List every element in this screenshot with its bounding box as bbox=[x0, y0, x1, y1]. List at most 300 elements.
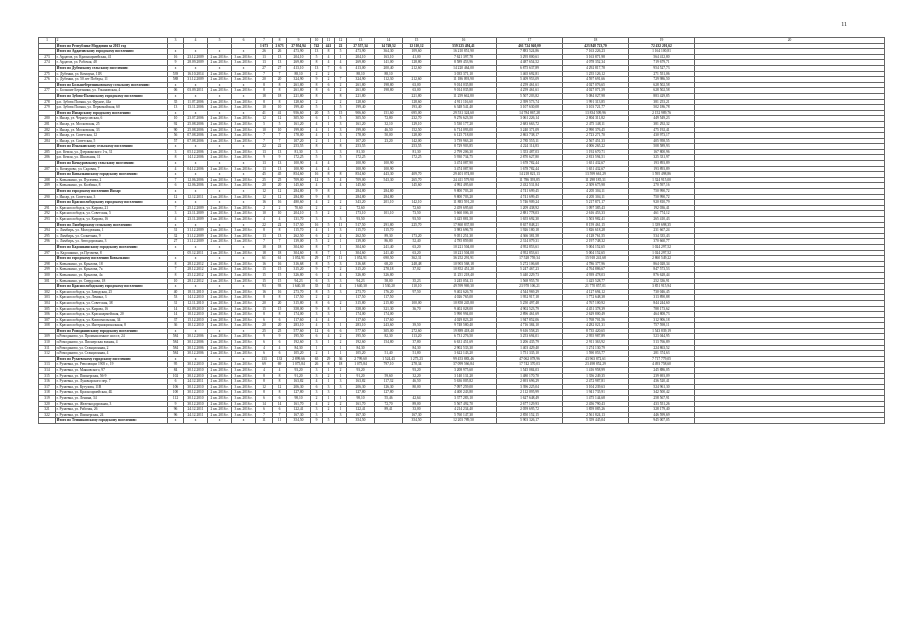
table-cell: 68,20 bbox=[375, 261, 403, 267]
table-cell: 2 902 533,30 bbox=[431, 345, 497, 351]
table-cell: 2 bbox=[273, 205, 287, 211]
table-cell: 6 125 718,00 bbox=[431, 133, 497, 139]
table-cell: 261,80 bbox=[287, 82, 311, 88]
table-cell: 8 bbox=[256, 228, 273, 234]
table-cell: 26 bbox=[311, 362, 323, 368]
table-cell: 20 bbox=[256, 300, 273, 306]
table-cell: 3 кв. 2016 г. bbox=[232, 362, 256, 368]
table-cell: 5 272 106,68 bbox=[497, 261, 563, 267]
table-cell: 5 660 006,10 bbox=[431, 211, 497, 217]
table-cell: 5 bbox=[311, 54, 323, 60]
table-cell: 11 251 218,40 bbox=[431, 272, 497, 278]
table-cell: 1 640,30 bbox=[347, 284, 375, 290]
table-cell: 3 bbox=[335, 217, 347, 223]
table-cell: 2 кв. 2016 г. bbox=[208, 233, 232, 239]
table-cell: 172,25 bbox=[287, 155, 311, 161]
table-cell: 316,68 bbox=[347, 261, 375, 267]
subtotal-row bbox=[39, 418, 885, 424]
table-cell: 4 902 523,79 bbox=[497, 306, 563, 312]
table-cell: 275 bbox=[39, 71, 56, 77]
table-cell: 117,32 bbox=[375, 379, 403, 385]
table-cell: 269,80 bbox=[347, 60, 375, 66]
table-cell: 81,30 bbox=[347, 149, 375, 155]
table-cell: 6 bbox=[311, 116, 323, 122]
table-cell: 93 bbox=[273, 284, 287, 290]
table-cell: 1 651 432,67 bbox=[563, 161, 629, 167]
table-cell: 4 bbox=[256, 368, 273, 374]
table-cell: 3 bbox=[311, 407, 323, 413]
table-cell: п.Ромоданово, ул. Станционная, 2 bbox=[56, 345, 168, 351]
table-cell: 1 bbox=[335, 407, 347, 413]
table-cell: x bbox=[184, 93, 208, 99]
table-cell: 86,80 bbox=[375, 239, 403, 245]
table-cell: x bbox=[232, 200, 256, 206]
table-cell: 12 203 789,50 bbox=[431, 418, 497, 424]
table-cell: г. Рузаевка, ул. Кутузова, 11В bbox=[56, 384, 168, 390]
table-cell: 15 bbox=[273, 306, 287, 312]
table-cell: 2 кв. 2016 г. bbox=[208, 289, 232, 295]
table-cell: 18 bbox=[256, 244, 273, 250]
table-cell: 100,90 bbox=[375, 166, 403, 172]
table-cell: 10 903 568,18 bbox=[431, 261, 497, 267]
table-cell: 36 bbox=[168, 323, 184, 329]
table-cell: 2 896 461,69 bbox=[497, 312, 563, 318]
table-cell: Итого по Кочкуровскому сельскому поселению: bbox=[56, 161, 168, 167]
table-cell: 1 bbox=[323, 133, 335, 139]
table-cell: 27 557,34 bbox=[347, 43, 375, 49]
table-cell: 15 bbox=[335, 110, 347, 116]
table-cell: 221,80 bbox=[403, 93, 431, 99]
table-cell: 127,80 bbox=[375, 390, 403, 396]
table-cell: Итого по городскому поселению Инсар: bbox=[56, 189, 168, 195]
table-cell: 1 772 648,38 bbox=[563, 295, 629, 301]
table-cell: 4 493 758,60 bbox=[629, 362, 695, 368]
table-cell: 265 410,43 bbox=[629, 217, 695, 223]
table-cell: 258 567,91 bbox=[629, 396, 695, 402]
table-cell: 8 bbox=[273, 228, 287, 234]
table-cell: 172,25 bbox=[347, 155, 375, 161]
table-cell: 15 bbox=[273, 272, 287, 278]
table-cell: 2 bbox=[256, 205, 273, 211]
table-cell: 72,60 bbox=[347, 205, 375, 211]
table-cell: 243,60 bbox=[375, 323, 403, 329]
table-cell: 325 331,97 bbox=[629, 155, 695, 161]
table-cell: 534 335,43 bbox=[629, 233, 695, 239]
table-cell: 2 693 696,29 bbox=[497, 379, 563, 385]
table-cell: 32,10 bbox=[375, 121, 403, 127]
table-cell: 449 549,23 bbox=[629, 116, 695, 122]
table-cell: 16 bbox=[431, 38, 497, 44]
table-cell: 4 400 243,80 bbox=[431, 390, 497, 396]
table-cell: 41 bbox=[256, 110, 273, 116]
table-cell: 31.12.2009 bbox=[184, 228, 208, 234]
table-cell: 200,40 bbox=[375, 65, 403, 71]
table-cell: 195,50 bbox=[347, 334, 375, 340]
table-cell: г. Рузаевка, ул. Маяковского, 97 bbox=[56, 368, 168, 374]
table-cell: 12 bbox=[311, 328, 323, 334]
table-cell: 10 221 504,00 bbox=[431, 244, 497, 250]
table-cell: 12 bbox=[335, 38, 347, 44]
table-cell: 524 961,30 bbox=[629, 384, 695, 390]
table-cell: 1 192 670,71 bbox=[563, 149, 629, 155]
table-cell: 127,80 bbox=[347, 390, 375, 396]
table-cell: 3 кв. 2016 г. bbox=[232, 211, 256, 217]
table-cell: 80,00 bbox=[403, 384, 431, 390]
table-cell: 53 bbox=[168, 295, 184, 301]
table-cell: 2 кв. 2016 г. bbox=[208, 351, 232, 357]
table-cell: г. Рузаевка, ул. Красноармейская, 4Б bbox=[56, 390, 168, 396]
table-cell: 145,60 bbox=[403, 183, 431, 189]
table-cell: 559 225 494,41 bbox=[431, 43, 497, 49]
table-cell: 63,00 bbox=[403, 88, 431, 94]
table-cell: 9 bbox=[311, 189, 323, 195]
table-cell: 17 bbox=[497, 38, 563, 44]
table-cell: 26 bbox=[273, 49, 287, 55]
table-cell: x bbox=[184, 200, 208, 206]
table-cell: 2 881 778,03 bbox=[497, 211, 563, 217]
table-cell: 107,20 bbox=[347, 138, 375, 144]
table-cell: 172,25 bbox=[403, 155, 431, 161]
table-cell: 316,68 bbox=[287, 261, 311, 267]
table-cell: 1 751 335,10 bbox=[497, 351, 563, 357]
table-cell: г. Краснослободск, ул. Кирова, 21 bbox=[56, 205, 168, 211]
table-cell: 47 062 078,96 bbox=[497, 356, 563, 362]
table-cell: 89,00 bbox=[403, 401, 431, 407]
table-cell: 4 bbox=[311, 133, 323, 139]
table-cell: 305,50 bbox=[347, 116, 375, 122]
table-cell: 2 785 555,11 bbox=[497, 138, 563, 144]
table-cell: 280 bbox=[39, 116, 56, 122]
table-cell: x bbox=[208, 200, 232, 206]
table-cell: 475 192,41 bbox=[629, 127, 695, 133]
table-cell: 5 250 497,48 bbox=[497, 300, 563, 306]
table-cell: 16 bbox=[273, 200, 287, 206]
table-cell: 8 bbox=[335, 93, 347, 99]
table-cell: 84,30 bbox=[403, 345, 431, 351]
table-cell: 5 903 326,17 bbox=[497, 418, 563, 424]
table-cell: 12 bbox=[168, 194, 184, 200]
table-cell: 3 bbox=[335, 261, 347, 267]
table-cell: 113,20 bbox=[403, 334, 431, 340]
table-cell: 4 bbox=[311, 161, 323, 167]
table-cell: 3 396 225,04 bbox=[497, 384, 563, 390]
table-cell: 261,80 bbox=[347, 82, 375, 88]
table-cell: 3 кв. 2016 г. bbox=[232, 183, 256, 189]
table-cell: 324,90 bbox=[287, 77, 311, 83]
table-cell: 358,00 bbox=[287, 306, 311, 312]
table-cell: 204,10 bbox=[287, 54, 311, 60]
table-cell: 4 078 352,34 bbox=[563, 60, 629, 66]
table-cell: 273,70 bbox=[347, 289, 375, 295]
table-cell: x bbox=[168, 144, 184, 150]
table-cell: 1 bbox=[311, 345, 323, 351]
table-cell: 364,30 bbox=[375, 49, 403, 55]
table-cell: с. Дубенки, ул. 50 лет Победы, 11 bbox=[56, 77, 168, 83]
table-cell: 41 bbox=[273, 110, 287, 116]
table-cell: 22 bbox=[335, 43, 347, 49]
table-cell: 278,18 bbox=[375, 267, 403, 273]
table-cell: 3 245 054,13 bbox=[431, 278, 497, 284]
table-cell: 3 кв. 2016 г. bbox=[232, 194, 256, 200]
table-cell: 433 551,26 bbox=[629, 401, 695, 407]
table-cell: x bbox=[168, 256, 184, 262]
table-cell: 9 bbox=[256, 334, 273, 340]
table-cell: 7 bbox=[273, 138, 287, 144]
table-cell: 4 282 021,31 bbox=[563, 323, 629, 329]
table-cell: 30.12.2010 bbox=[184, 390, 208, 396]
table-cell: г. Ковылкино, ул. Крылова, 4а bbox=[56, 272, 168, 278]
table-cell: 3 кв. 2016 г. bbox=[232, 340, 256, 346]
table-cell: Итого по Рузаевскому городскому поселению: bbox=[56, 356, 168, 362]
table-cell: 304,60 bbox=[347, 244, 375, 250]
table-cell: 2 кв. 2016 г. bbox=[208, 116, 232, 122]
table-cell: 301 bbox=[39, 278, 56, 284]
table-cell: 14.12.2006 bbox=[184, 155, 208, 161]
table-cell: 6 bbox=[323, 82, 335, 88]
table-cell: x bbox=[232, 328, 256, 334]
table-cell: 6 348 541,40 bbox=[431, 105, 497, 111]
table-cell: 1 859 085,26 bbox=[563, 407, 629, 413]
table-cell: 12 bbox=[256, 116, 273, 122]
table-cell: 12 110,12 bbox=[403, 43, 431, 49]
table-cell: 11.07.2006 bbox=[184, 99, 208, 105]
table-cell: 128,60 bbox=[347, 99, 375, 105]
table-cell: с. Лямбирь, ул. Молодежная, 1 bbox=[56, 228, 168, 234]
table-cell: 7 bbox=[273, 239, 287, 245]
table-cell: Итого по Лямбирскому сельскому поселению: bbox=[56, 222, 168, 228]
table-cell: 2 кв. 2016 г. bbox=[208, 317, 232, 323]
table-cell: 25.08.2006 bbox=[184, 127, 208, 133]
table-cell: 11 bbox=[273, 418, 287, 424]
table-cell: 22 bbox=[256, 222, 273, 228]
table-cell: 9 bbox=[168, 60, 184, 66]
table-cell: 2 804 311,82 bbox=[563, 116, 629, 122]
table-cell: 151,60 bbox=[375, 110, 403, 116]
table-cell: 12 bbox=[256, 194, 273, 200]
table-cell: 446 599,69 bbox=[629, 412, 695, 418]
table-cell: 3 140 131,20 bbox=[431, 373, 497, 379]
table-cell: 30.12.2006 bbox=[184, 345, 208, 351]
table-cell: 409,70 bbox=[403, 172, 431, 178]
table-cell: 8 bbox=[311, 93, 323, 99]
table-cell: 8 bbox=[323, 172, 335, 178]
table-cell: 15 bbox=[273, 267, 287, 273]
table-cell: 18 bbox=[273, 244, 287, 250]
table-cell: 93,50 bbox=[403, 217, 431, 223]
table-cell: 3 bbox=[335, 133, 347, 139]
table-cell: 93,20 bbox=[347, 368, 375, 374]
table-cell: 2 кв. 2016 г. bbox=[208, 368, 232, 374]
table-cell: 308 bbox=[39, 323, 56, 329]
table-cell: 3 кв. 2016 г. bbox=[232, 99, 256, 105]
table-cell: 906,60 bbox=[347, 110, 375, 116]
table-cell: 9 bbox=[168, 401, 184, 407]
table-cell: 8 bbox=[323, 194, 335, 200]
table-cell: 358,00 bbox=[347, 306, 375, 312]
table-cell: 93,50 bbox=[347, 217, 375, 223]
table-cell: 3 кв. 2016 г. bbox=[232, 407, 256, 413]
table-cell: 199,00 bbox=[347, 127, 375, 133]
table-cell: 6 bbox=[256, 340, 273, 346]
table-cell: 296 bbox=[39, 239, 56, 245]
table-cell: 03.09.2011 bbox=[184, 88, 208, 94]
table-cell: 31.12.2009 bbox=[184, 233, 208, 239]
table-cell: 17 528 759,34 bbox=[497, 256, 563, 262]
table-cell: 61 bbox=[273, 256, 287, 262]
table-cell: 3 bbox=[335, 228, 347, 234]
table-cell: 72,60 bbox=[403, 205, 431, 211]
table-cell: 43 963 872,61 bbox=[563, 356, 629, 362]
table-cell: 11 786 393,85 bbox=[497, 177, 563, 183]
table-cell: 2 813 594,51 bbox=[563, 155, 629, 161]
table-cell: 13 bbox=[273, 233, 287, 239]
table-cell: 5 bbox=[323, 418, 335, 424]
table-cell: 4 911 116,60 bbox=[431, 99, 497, 105]
table-cell: 199,40 bbox=[347, 105, 375, 111]
table-cell: 16 bbox=[256, 261, 273, 267]
table-cell: 58,00 bbox=[375, 278, 403, 284]
table-cell: 100,00 bbox=[403, 300, 431, 306]
table-cell: 28.12.2012 bbox=[184, 261, 208, 267]
table-cell: 3 035 371,10 bbox=[431, 71, 497, 77]
table-cell: 10 bbox=[273, 211, 287, 217]
table-cell: 6 bbox=[273, 396, 287, 402]
table-cell: x bbox=[232, 222, 256, 228]
table-cell: 4 bbox=[335, 60, 347, 66]
table-cell: р.п. Кемля, ул. Школьная, 11 bbox=[56, 155, 168, 161]
table-cell: 206,30 bbox=[287, 384, 311, 390]
table-cell: 2 059 695,72 bbox=[497, 407, 563, 413]
table-cell: 265,70 bbox=[403, 177, 431, 183]
table-cell: x bbox=[184, 82, 208, 88]
table-cell: 14 bbox=[168, 312, 184, 318]
table-cell: x bbox=[184, 244, 208, 250]
table-cell: 4 bbox=[311, 317, 323, 323]
table-cell: 128,80 bbox=[403, 60, 431, 66]
table-cell: 20 bbox=[256, 77, 273, 83]
table-cell: 2 bbox=[311, 396, 323, 402]
table-cell: 6 bbox=[311, 272, 323, 278]
table-cell: 96 bbox=[168, 407, 184, 413]
table-cell: 3 кв. 2016 г. bbox=[232, 71, 256, 77]
table-cell: 2 кв. 2016 г. bbox=[208, 138, 232, 144]
table-cell: x bbox=[168, 328, 184, 334]
table-cell: 115,70 bbox=[347, 228, 375, 234]
table-cell: 5 bbox=[311, 105, 323, 111]
table-cell: Итого по Большеберезниковскому сельскому поселению: bbox=[56, 82, 168, 88]
table-cell: 3 104 239,63 bbox=[563, 384, 629, 390]
table-cell: 3 кв. 2016 г. bbox=[232, 149, 256, 155]
table-cell: 305,50 bbox=[287, 116, 311, 122]
table-cell: 2 bbox=[335, 401, 347, 407]
table-cell: 2 bbox=[311, 205, 323, 211]
table-cell: 2 799,60 bbox=[347, 356, 375, 362]
table-cell: 163,82 bbox=[287, 379, 311, 385]
table-cell: 23.11.2009 bbox=[184, 211, 208, 217]
table-cell: 3 bbox=[168, 211, 184, 217]
table-cell: 245 886,05 bbox=[629, 368, 695, 374]
table-cell: 441 bbox=[323, 43, 335, 49]
table-cell: 2 bbox=[335, 340, 347, 346]
table-cell: 28.12.2012 bbox=[184, 278, 208, 284]
table-cell: п. Кадошкино, ул.Пугачева, 8 bbox=[56, 250, 168, 256]
table-cell: 4 bbox=[311, 166, 323, 172]
table-cell: 17 860 837,80 bbox=[431, 222, 497, 228]
table-cell: 4 767 100,92 bbox=[563, 300, 629, 306]
table-cell: 28.09.2009 bbox=[184, 60, 208, 66]
table-cell: 32,20 bbox=[403, 373, 431, 379]
table-cell: 37 bbox=[168, 317, 184, 323]
table-cell: 5 746 909,24 bbox=[497, 200, 563, 206]
table-cell: 283,10 bbox=[347, 323, 375, 329]
table-cell: 27 954,94 bbox=[287, 43, 311, 49]
table-cell: 304,60 bbox=[347, 250, 375, 256]
table-cell: 17 742 370,03 bbox=[497, 362, 563, 368]
table-cell: x bbox=[232, 110, 256, 116]
table-cell: 750 990,72 bbox=[629, 194, 695, 200]
table-cell: 3 кв. 2016 г. bbox=[232, 77, 256, 83]
table-cell: x bbox=[184, 418, 208, 424]
table-cell: 3 кв. 2016 г. bbox=[232, 228, 256, 234]
table-cell: 13 bbox=[273, 149, 287, 155]
table-cell bbox=[695, 418, 885, 424]
housing-table bbox=[38, 37, 885, 424]
table-cell: 9 bbox=[273, 334, 287, 340]
table-cell: 163,10 bbox=[375, 54, 403, 60]
table-cell: 31.12.2009 bbox=[184, 239, 208, 245]
table-cell: x bbox=[232, 161, 256, 167]
table-cell: г. Рузаевка, ул. Пионерская, 56-9 bbox=[56, 373, 168, 379]
table-cell: 3 206 435,79 bbox=[497, 340, 563, 346]
table-cell: 117,60 bbox=[287, 317, 311, 323]
table-cell: 9 014 035,80 bbox=[431, 82, 497, 88]
table-cell: Итого по Ичалковскому сельскому поселению: bbox=[56, 144, 168, 150]
table-cell: г. Инсар, ул. Московская, 33 bbox=[56, 127, 168, 133]
table-cell: г. Рузаевка, ул. Луначарского пер. 7 bbox=[56, 379, 168, 385]
table-cell: 278,34 bbox=[403, 362, 431, 368]
table-cell: 23 498 852,29 bbox=[563, 362, 629, 368]
table-cell: 2 кв. 2016 г. bbox=[208, 384, 232, 390]
table-cell: 05.12.2006 bbox=[184, 149, 208, 155]
table-cell: 13 bbox=[311, 65, 323, 71]
table-cell: 133 bbox=[273, 356, 287, 362]
table-cell: 508 589,93 bbox=[629, 144, 695, 150]
table-cell: 141,00 bbox=[375, 60, 403, 66]
table-cell: 9 bbox=[311, 194, 323, 200]
table-cell: 2 кв. 2016 г. bbox=[208, 149, 232, 155]
table-cell: г. Краснослободск, ул. Кирова, 16 bbox=[56, 306, 168, 312]
table-cell: 2 399 573,74 bbox=[497, 99, 563, 105]
table-cell: г. Инсар, ул. Советская, 12 bbox=[56, 133, 168, 139]
table-cell: 1 bbox=[323, 351, 335, 357]
table-cell: 4 128 761,55 bbox=[563, 233, 629, 239]
table-cell: 5 990 994,00 bbox=[431, 312, 497, 318]
table-cell: 4 127 694,12 bbox=[563, 289, 629, 295]
table-cell: 3 кв. 2016 г. bbox=[232, 116, 256, 122]
table-cell: 8 bbox=[256, 99, 273, 105]
table-cell: 14.12.2010 bbox=[184, 295, 208, 301]
table-cell: 241,40 bbox=[375, 250, 403, 256]
table-cell: 81,30 bbox=[403, 149, 431, 155]
table-cell: 1 503 982,41 bbox=[563, 217, 629, 223]
table-cell: 7 bbox=[273, 133, 287, 139]
table-cell: 29 531 324,60 bbox=[431, 110, 497, 116]
table-cell: 25 bbox=[256, 177, 273, 183]
table-cell: 221,80 bbox=[287, 93, 311, 99]
table-cell: 28.12.2012 bbox=[184, 267, 208, 273]
table-cell: 2 bbox=[335, 99, 347, 105]
table-cell: 8 bbox=[256, 390, 273, 396]
